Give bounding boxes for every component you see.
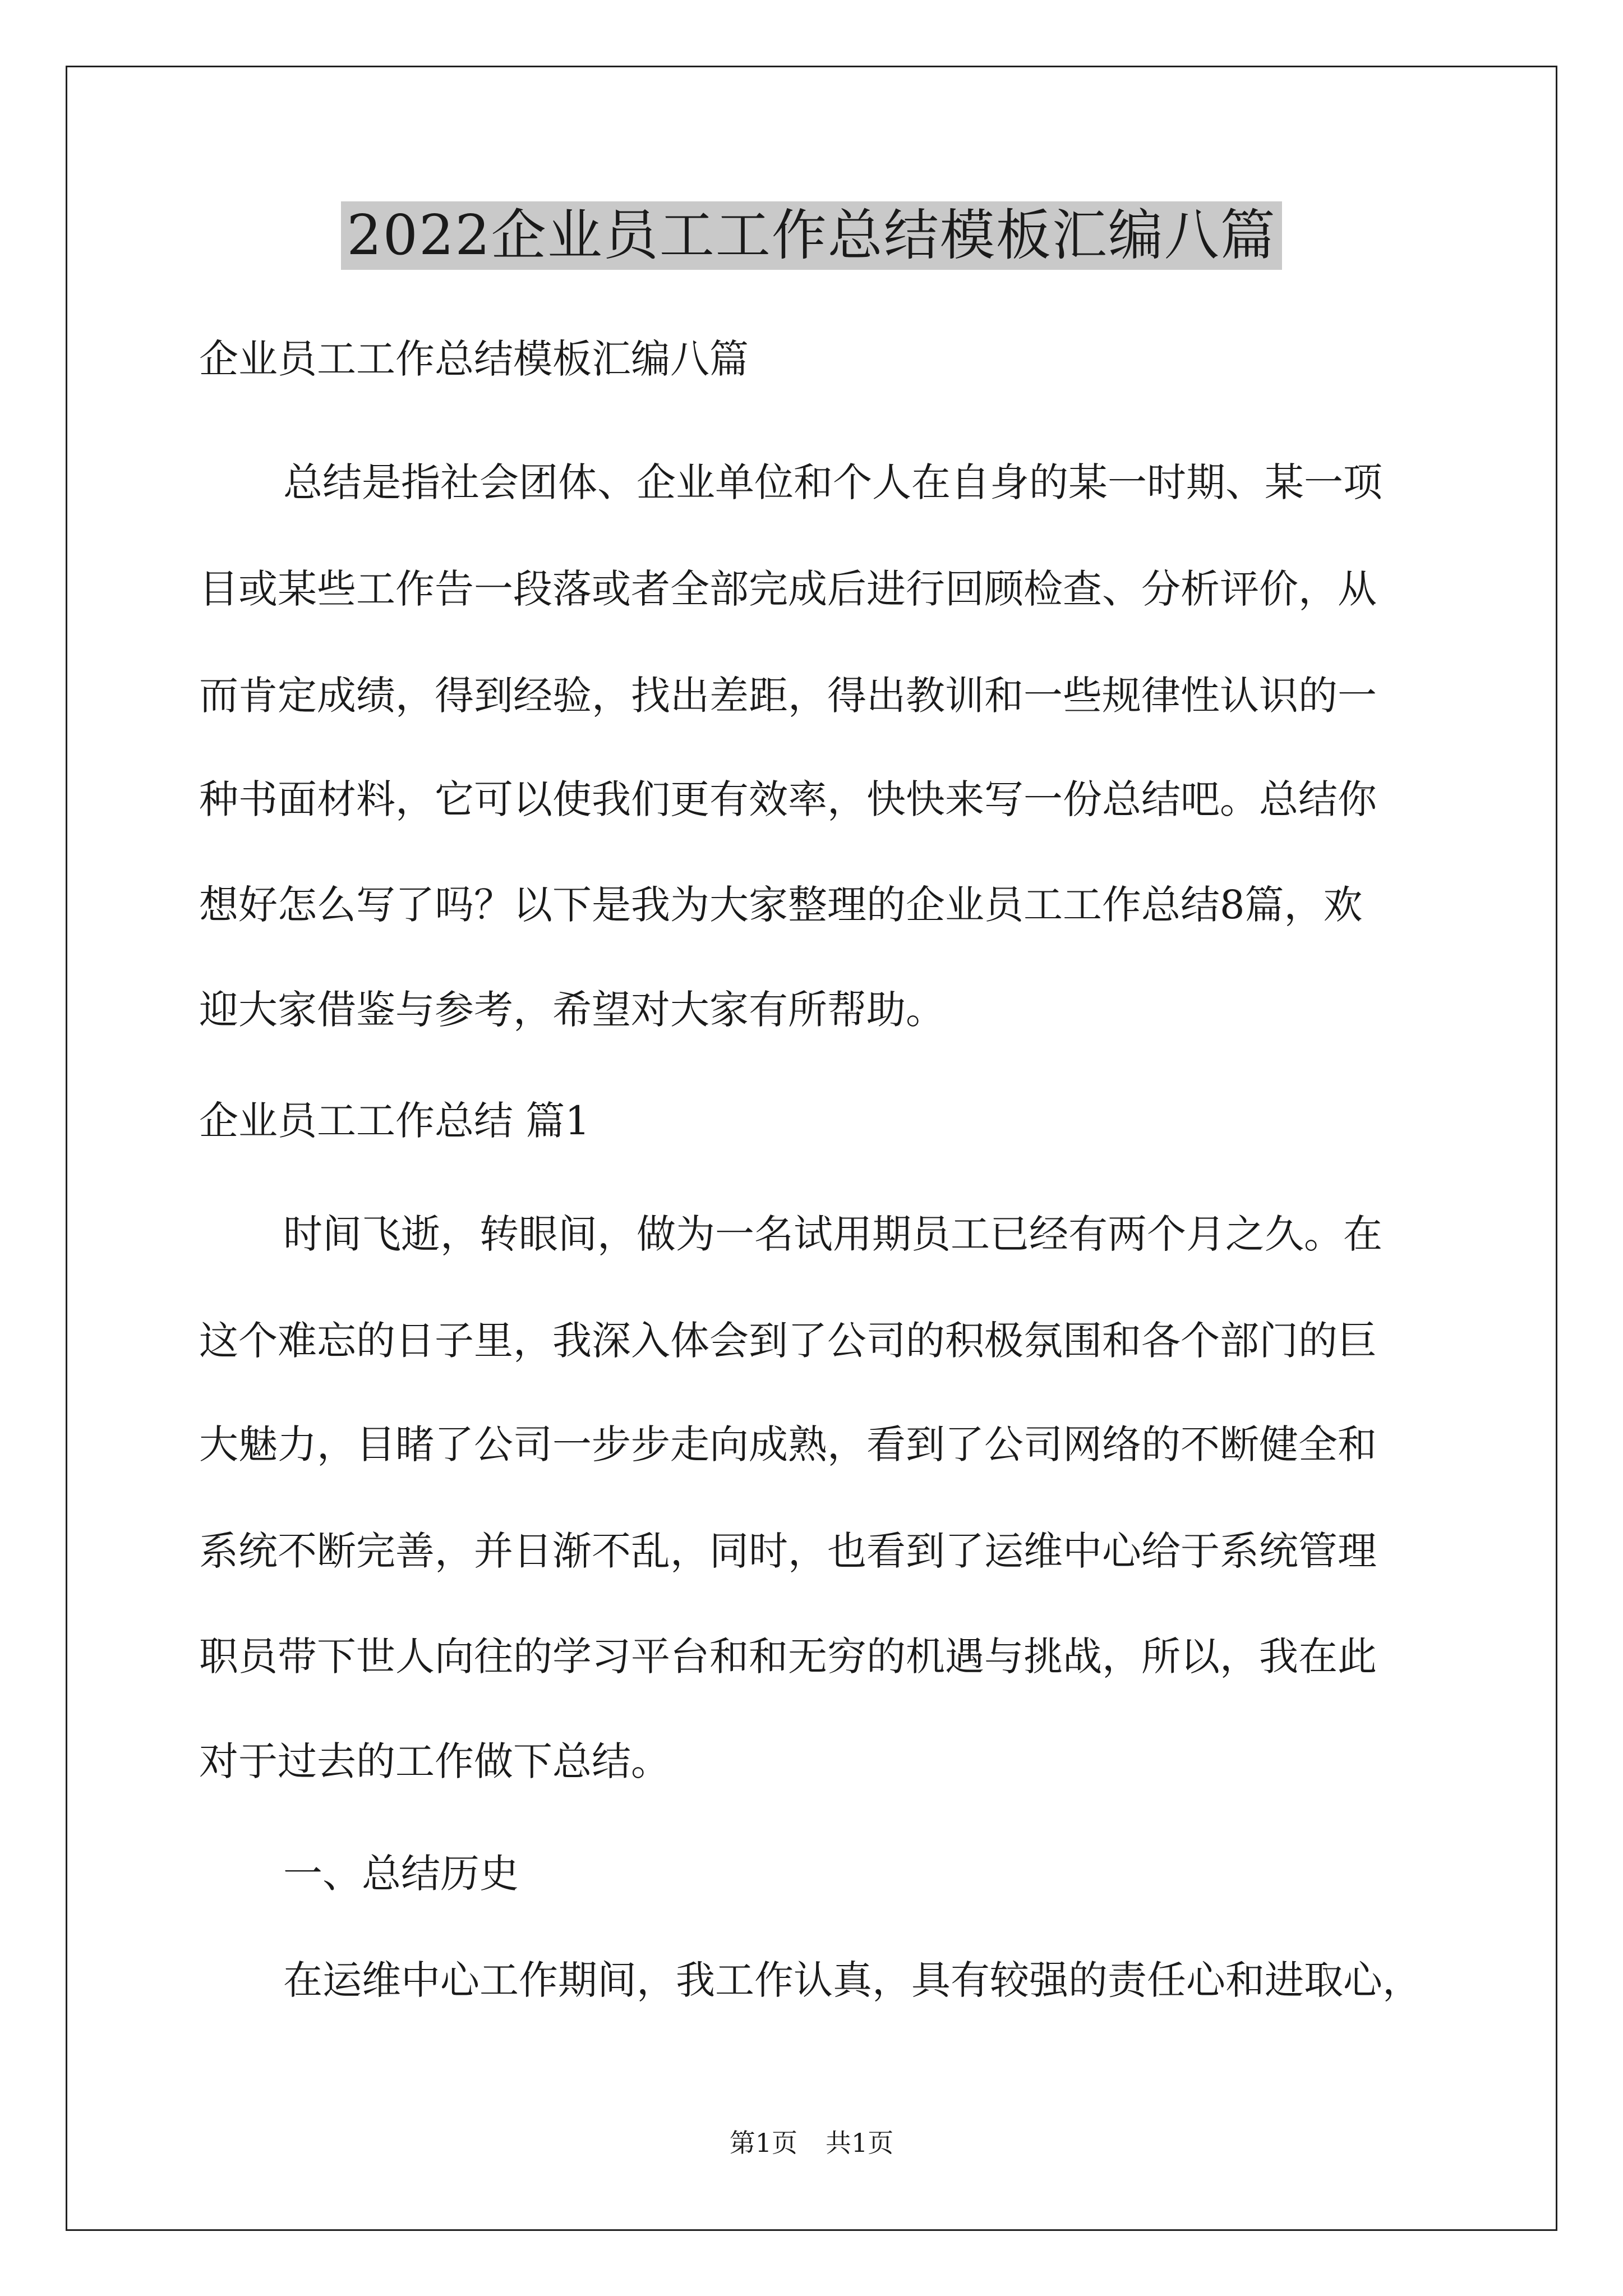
paragraph-line: 这个难忘的日子里，我深入体会到了公司的积极氛围和各个部门的巨 <box>199 1318 1377 1364</box>
paragraph-line: 在运维中心工作期间，我工作认真，具有较强的责任心和进取心， <box>283 1957 1422 2003</box>
paragraph-line: 大魅力，目睹了公司一步步走向成熟，看到了公司网络的不断健全和 <box>199 1421 1377 1467</box>
document-title <box>0 199 1623 272</box>
subtitle-line: 企业员工工作总结模板汇编八篇 <box>199 336 749 382</box>
paragraph-line: 时间飞逝，转眼间，做为一名试用期员工已经有两个月之久。在 <box>283 1211 1382 1257</box>
paragraph-line: 系统不断完善，并日渐不乱，同时，也看到了运维中心给于系统管理 <box>199 1528 1377 1574</box>
document-title-text: 2022企业员工工作总结模板汇编八篇 <box>341 201 1281 270</box>
paragraph-line: 而肯定成绩，得到经验，找出差距，得出教训和一些规律性认识的一 <box>199 673 1377 719</box>
paragraph-line: 对于过去的工作做下总结。 <box>199 1738 670 1784</box>
paragraph-line: 职员带下世人向往的学习平台和和无穷的机遇与挑战，所以，我在此 <box>199 1634 1377 1680</box>
page-footer <box>0 2126 1623 2160</box>
paragraph-line: 迎大家借鉴与参考，希望对大家有所帮助。 <box>199 987 945 1033</box>
page-number: 第1页 <box>729 2128 797 2158</box>
subsection-heading: 一、总结历史 <box>283 1851 519 1897</box>
paragraph-line: 目或某些工作告一段落或者全部完成后进行回顾检查、分析评价，从 <box>199 566 1377 612</box>
section-heading: 企业员工工作总结 篇1 <box>199 1098 590 1144</box>
paragraph-line: 想好怎么写了吗？以下是我为大家整理的企业员工工作总结8篇，欢 <box>199 882 1363 928</box>
page-total: 共1页 <box>826 2128 894 2158</box>
paragraph-line: 种书面材料，它可以使我们更有效率，快快来写一份总结吧。总结你 <box>199 776 1377 822</box>
paragraph-line: 总结是指社会团体、企业单位和个人在自身的某一时期、某一项 <box>283 459 1382 505</box>
